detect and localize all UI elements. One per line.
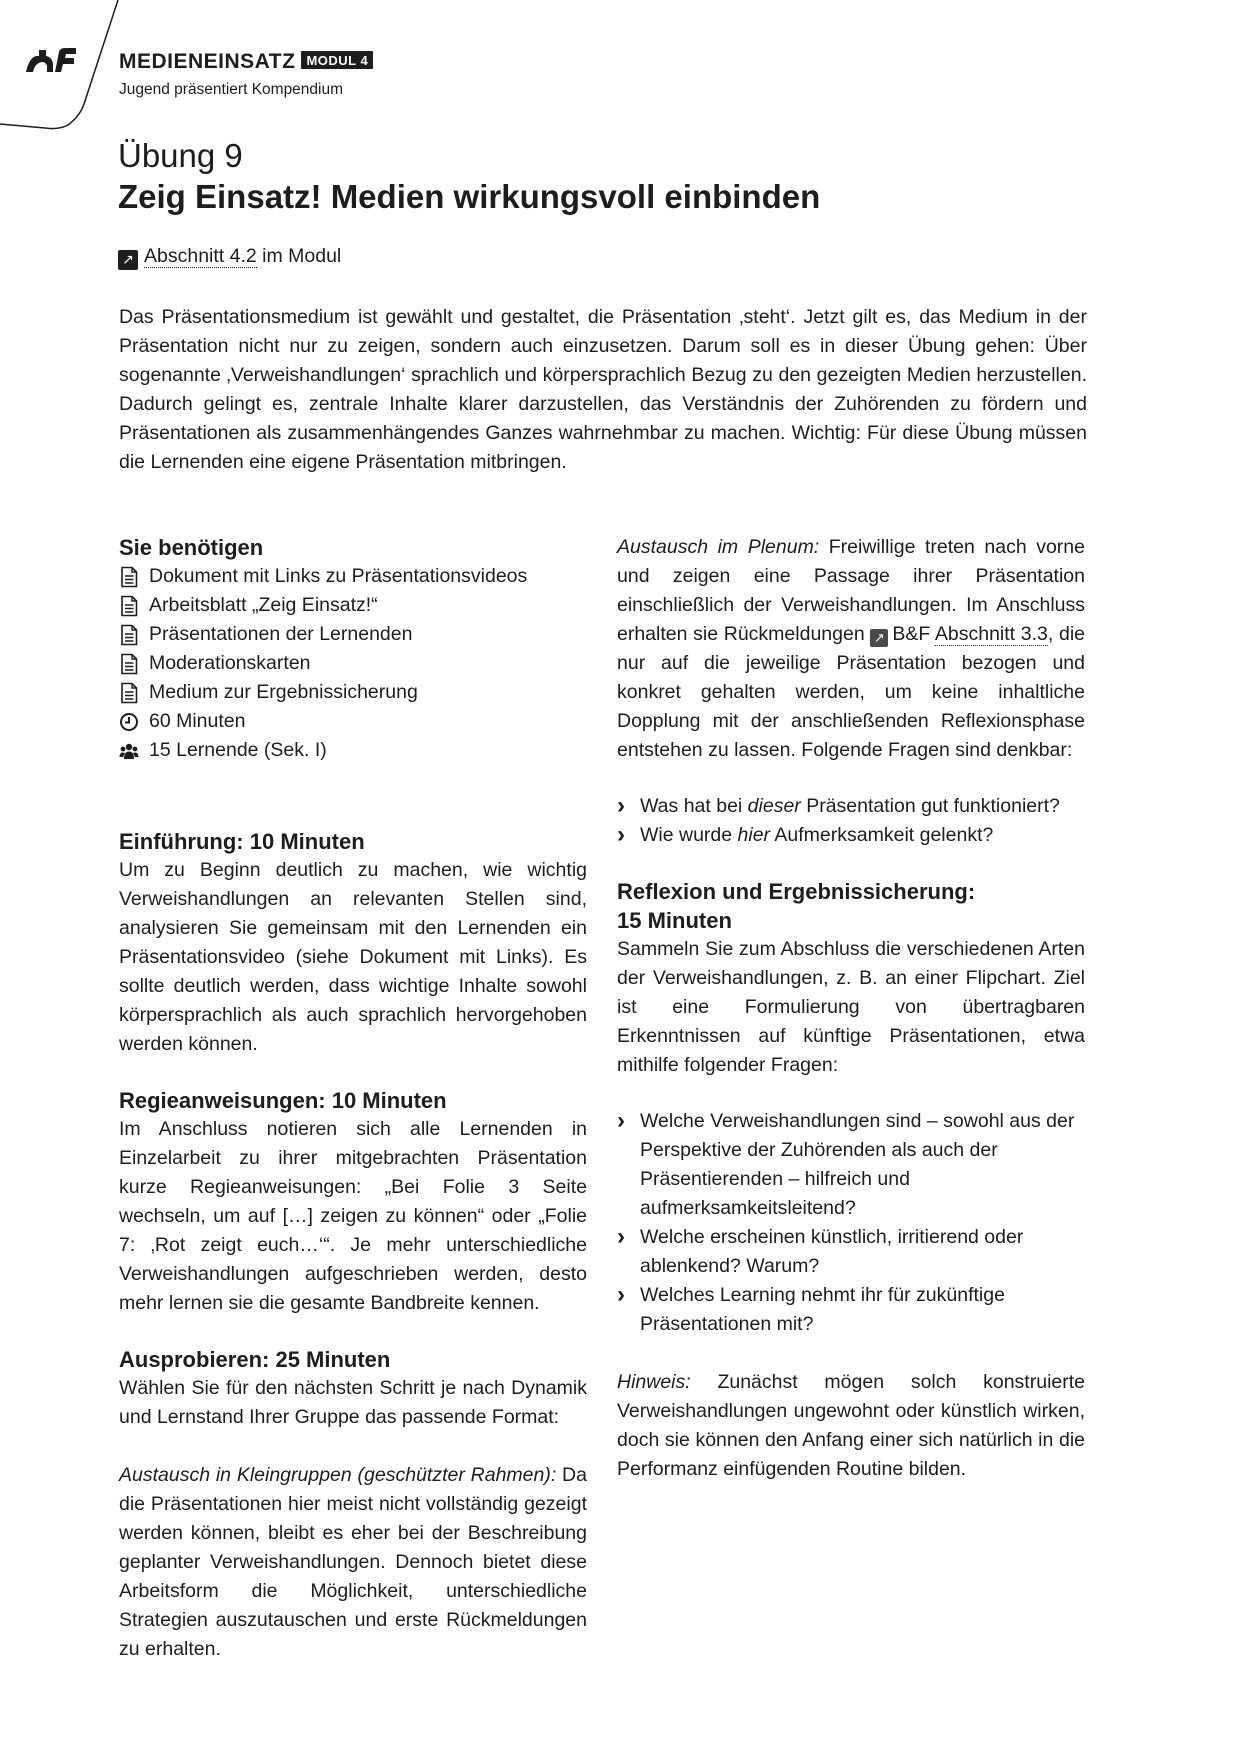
directions-heading: Regieanweisungen: 10 Minuten — [119, 1088, 447, 1113]
reflection-text: Sammeln Sie zum Abschluss die verschiedenen Arten der Verweishandlungen, z. B. an einer Flipchart. Ziel ist eine Formulierung von übertragbaren Erkenntnissen auf künftige Präsentationen, etwa mithilfe folgender Fragen: — [617, 938, 1085, 1076]
list-item — [119, 707, 587, 736]
list-item — [119, 562, 587, 591]
list-item: › Was hat bei dieser Präsentation gut funktioniert? — [617, 792, 1085, 821]
plenum-label: Austausch im Plenum: — [617, 536, 820, 558]
list-item — [119, 678, 587, 707]
needs-list — [119, 562, 587, 765]
document-icon — [119, 624, 139, 646]
small-group-label: Austausch in Kleingruppen (geschützter Rahmen): — [119, 1464, 557, 1486]
intro-paragraph: Das Präsentationsmedium ist gewählt und gestaltet, die Präsentation ‚steht‘. Jetzt gilt es, das Medium in der Präsentation nicht nur zu zeigen, sondern auch einzusetzen. Darum soll es in dieser Übung gehen: Über sogenannte ‚Verweishandlungen‘ sprachlich und körpersprachlich Bezug zu den gezeigten Medien herzustellen. Dadurch gelingt es, zentrale Inhalte klarer darzustellen, das Verständnis der Zuhörenden zu fördern und Präsentationen als zusammenhängendes Ganzes wahrnehmbar zu machen. Wichtig: Für diese Übung müssen die Lernenden eine eigene Präsentation mitbringen. — [119, 306, 1087, 473]
module-badge: MODUL 4 — [301, 51, 373, 69]
section-link[interactable]: Abschnitt 4.2 — [144, 245, 257, 267]
document-icon — [119, 595, 139, 617]
reflection-questions — [617, 1107, 1085, 1339]
needs-item-label: Moderationskarten — [149, 652, 311, 674]
plenum-paragraph — [617, 533, 1085, 765]
plenum-ref-prefix: B&F — [892, 623, 935, 645]
needs-item-label: Arbeitsblatt „Zeig Einsatz!“ — [149, 594, 378, 616]
note-paragraph — [617, 1368, 1085, 1484]
right-column — [617, 533, 1085, 1484]
list-item: › Welche erscheinen künstlich, irritierend oder ablenkend? Warum? — [617, 1223, 1085, 1281]
header-subtitle: Jugend präsentiert Kompendium — [119, 81, 344, 98]
plenum-section-link[interactable]: Abschnitt 3.3 — [934, 623, 1048, 645]
small-group-text: Da die Präsentationen hier meist nicht vollständig gezeigt werden können, bleibt es eher bei der Beschreibung geplanter Verweishandlungen. Dennoch bietet diese Arbeitsform die Möglichkeit, unterschiedliche Strategien auszutauschen und erste Rückmeldungen zu erhalten. — [119, 1464, 587, 1660]
list-item — [119, 736, 587, 765]
plenum-text: Freiwillige treten nach vorne und zeigen eine Passage ihrer Präsentation einschließlich der Verweishandlungen. Im Anschluss erhalten sie Rückmeldungen — [617, 536, 1085, 645]
needs-item-label: 60 Minuten — [149, 710, 246, 732]
needs-item-label: Medium zur Ergebnissicherung — [149, 681, 418, 703]
external-link-icon: ↗ — [118, 250, 138, 270]
plenum-questions — [617, 792, 1085, 850]
list-item — [119, 649, 587, 678]
list-item — [119, 620, 587, 649]
external-link-icon: ↗ — [870, 629, 888, 647]
needs-heading: Sie benötigen — [119, 535, 264, 560]
exercise-number: Übung 9 — [118, 137, 243, 174]
group-icon — [119, 740, 139, 762]
list-item: › Welche Verweishandlungen sind – sowohl aus der Perspektive der Zuhörenden als auch der Präsentierenden – hilfreich und aufmerksamkeitsleitend? — [617, 1107, 1085, 1223]
list-item: › Wie wurde hier Aufmerksamkeit gelenkt? — [617, 821, 1085, 850]
intro-phase-text: Um zu Beginn deutlich zu machen, wie wichtig Verweishandlungen an relevanten Stellen sind, analysieren Sie gemeinsam mit den Lernenden ein Präsentationsvideo (siehe Dokument mit Links). Es sollte deutlich werden, dass wichtige Inhalte sowohl körpersprachlich als auch sprachlich hervorgehoben werden können. — [119, 859, 587, 1055]
needs-item-label: Präsentationen der Lernenden — [149, 623, 413, 645]
list-item: › Welches Learning nehmt ihr für zukünftige Präsentationen mit? — [617, 1281, 1085, 1339]
intro-phase-heading: Einführung: 10 Minuten — [119, 829, 365, 854]
tryout-text: Wählen Sie für den nächsten Schritt je nach Dynamik und Lernstand Ihrer Gruppe das passende Format: — [119, 1377, 587, 1428]
section-ref-suffix: im Modul — [256, 245, 342, 267]
tryout-heading: Ausprobieren: 25 Minuten — [119, 1347, 391, 1372]
exercise-title: Zeig Einsatz! Medien wirkungsvoll einbinden — [118, 178, 821, 215]
document-icon — [119, 682, 139, 704]
document-icon — [119, 653, 139, 675]
directions-text: Im Anschluss notieren sich alle Lernenden in Einzelarbeit zu ihrer mitgebrachten Präsentation kurze Regieanweisungen: „Bei Folie 3 Seite wechseln, um auf […] zeigen zu können“ oder „Folie 7: ‚Rot zeigt euch…‘“. Je mehr unterschiedliche Verweishandlungen aufgeschrieben werden, desto mehr lernen sie die gesamte Bandbreite kennen. — [119, 1118, 587, 1314]
clock-icon — [119, 711, 139, 733]
left-column — [119, 533, 587, 1664]
header-title: MEDIENEINSATZ MODUL 4 — [119, 50, 373, 74]
document-icon — [119, 566, 139, 588]
small-group-paragraph — [119, 1461, 587, 1664]
needs-item-label: 15 Lernende (Sek. I) — [149, 739, 327, 761]
note-label: Hinweis: — [617, 1371, 691, 1393]
list-item — [119, 591, 587, 620]
reflection-heading: Reflexion und Ergebnissicherung: 15 Minuten — [617, 879, 976, 933]
plenum-text-cont: , die nur auf die jeweilige Präsentation bezogen und konkret gehalten werden, um keine inhaltliche Dopplung mit der anschließenden Reflexionsphase entstehen zu lassen. Folgende Fragen sind denkbar: — [617, 623, 1085, 761]
note-text: Zunächst mögen solch konstruierte Verweishandlungen ungewohnt oder künstlich wirken, doch sie können den Anfang einer sich natürlich in die Performanz einfügenden Routine bilden. — [617, 1371, 1085, 1480]
needs-item-label: Dokument mit Links zu Präsentationsvideos — [149, 565, 528, 587]
section-reference — [118, 245, 341, 270]
logo-icon — [26, 46, 76, 76]
